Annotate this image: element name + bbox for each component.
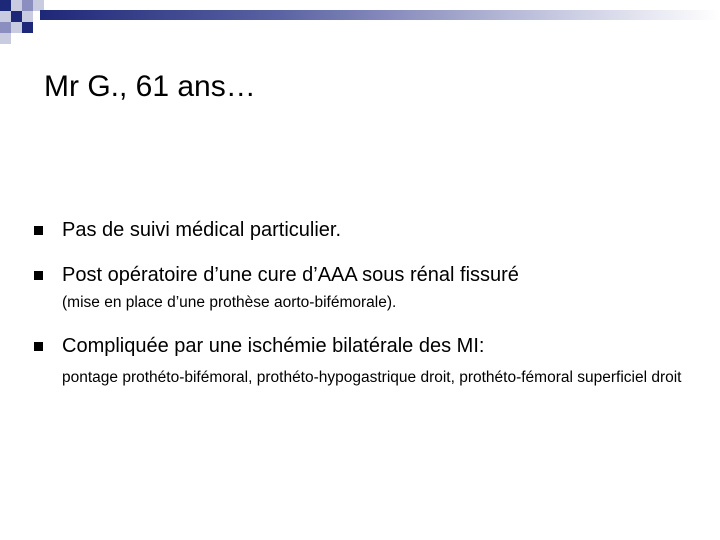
list-item-subtext: (mise en place d’une prothèse aorto-bifémorale).: [62, 294, 397, 311]
list-item: [34, 263, 694, 312]
list-item-text: Post opératoire d’une cure d’AAA sous rénal fissuré: [62, 264, 519, 286]
header-gradient-band: [40, 10, 720, 20]
list-item-subtext: pontage prothéto-bifémoral, prothéto-hypogastrique droit, prothéto-fémoral superficiel droit: [62, 369, 682, 386]
bullet-list: [34, 218, 694, 387]
list-item: [34, 334, 694, 387]
square-bullet-icon: [34, 271, 43, 280]
list-item-text: Compliquée par une ischémie bilatérale des MI:: [62, 335, 485, 357]
square-bullet-icon: [34, 226, 43, 235]
decorative-squares: [0, 0, 60, 50]
list-item: [34, 218, 694, 242]
list-item-text: Pas de suivi médical particulier.: [62, 219, 342, 241]
square-bullet-icon: [34, 342, 43, 351]
slide-title: Mr G., 61 ans…: [44, 70, 256, 103]
